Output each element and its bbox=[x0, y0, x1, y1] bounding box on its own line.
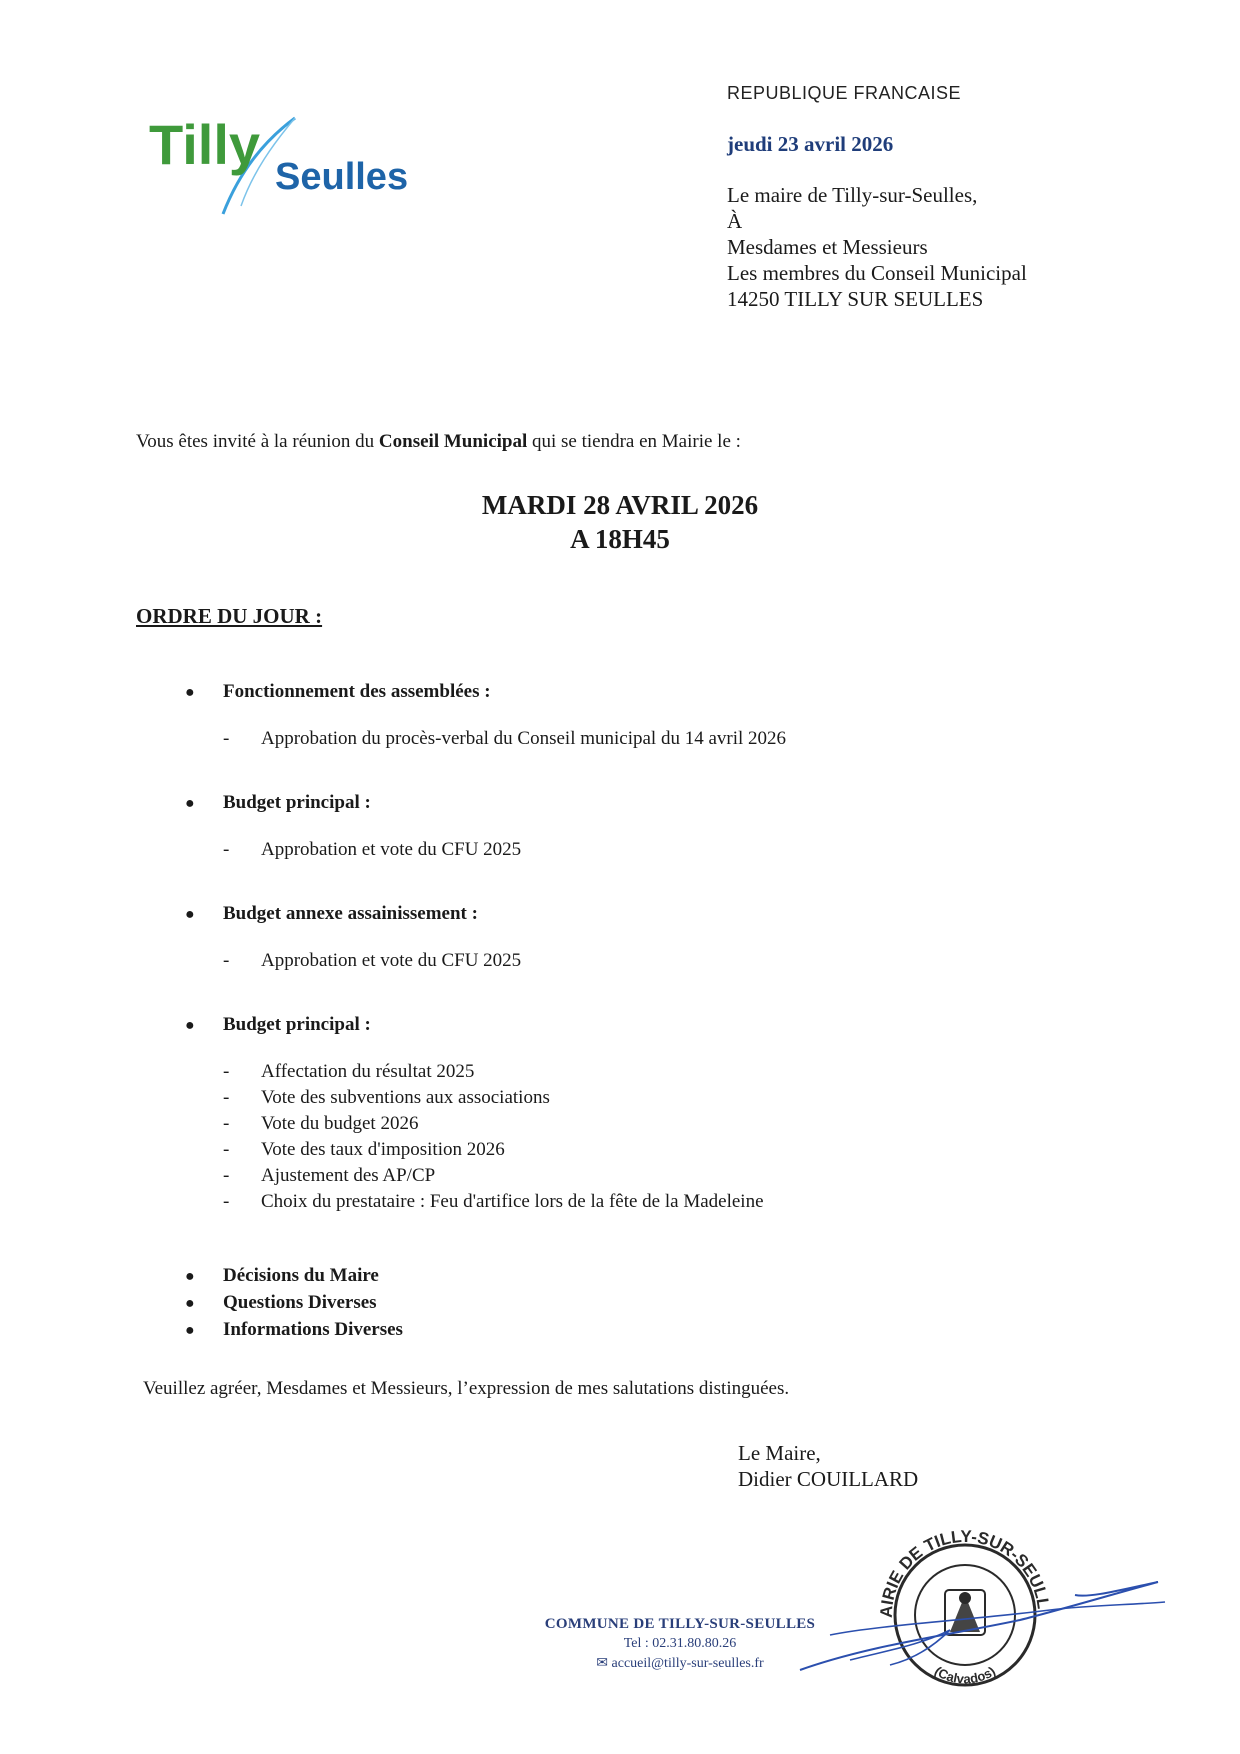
final-agenda-item bbox=[185, 1263, 403, 1290]
intro-bold: Conseil Municipal bbox=[378, 431, 528, 452]
dash-icon: - bbox=[223, 728, 230, 749]
handwritten-signature bbox=[790, 1550, 1170, 1680]
envelope-icon: ✉ bbox=[596, 1656, 612, 1671]
footer-email: accueil@tilly-sur-seulles.fr bbox=[611, 1656, 764, 1671]
intro-before: Vous êtes invité à la réunion du bbox=[136, 431, 379, 452]
bullet-icon: ● bbox=[185, 684, 195, 701]
agenda-heading: ORDRE DU JOUR : bbox=[136, 604, 323, 628]
agenda-item bbox=[223, 726, 786, 752]
dash-icon: - bbox=[223, 839, 230, 860]
agenda-item-text: Approbation et vote du CFU 2025 bbox=[261, 839, 522, 860]
dash-icon: - bbox=[223, 950, 230, 971]
final-agenda-text: Informations Diverses bbox=[223, 1319, 403, 1340]
logo-word-tilly: Tilly bbox=[149, 113, 261, 176]
dash-icon: - bbox=[223, 1113, 230, 1134]
agenda-item-list bbox=[223, 1059, 764, 1215]
closing-formula: Veuillez agréer, Mesdames et Messieurs, l’expression de mes salutations distinguées. bbox=[143, 1378, 790, 1399]
agenda-section bbox=[185, 792, 371, 814]
final-agenda-text: Décisions du Maire bbox=[223, 1265, 379, 1286]
agenda-item bbox=[223, 837, 521, 863]
invitation-text bbox=[136, 431, 741, 453]
agenda-item bbox=[223, 1163, 764, 1189]
bullet-icon: ● bbox=[185, 1268, 195, 1285]
section-title: Budget principal : bbox=[223, 792, 371, 813]
agenda-item bbox=[223, 948, 521, 974]
agenda-item-text: Approbation du procès-verbal du Conseil municipal du 14 avril 2026 bbox=[261, 728, 787, 749]
agenda-item bbox=[223, 1085, 764, 1111]
dash-icon: - bbox=[223, 1165, 230, 1186]
section-title: Budget principal : bbox=[223, 1014, 371, 1035]
address-line: Le maire de Tilly-sur-Seulles, bbox=[727, 183, 978, 207]
recipient-address bbox=[727, 182, 1027, 312]
signer-role: Le Maire, bbox=[738, 1441, 821, 1465]
section-title: Fonctionnement des assemblées : bbox=[223, 681, 491, 702]
letter-date: jeudi 23 avril 2026 bbox=[727, 132, 894, 156]
agenda-item-text: Choix du prestataire : Feu d'artifice lors de la fête de la Madeleine bbox=[261, 1191, 764, 1212]
logo-word-seulles: Seulles bbox=[275, 156, 409, 198]
agenda-item bbox=[223, 1137, 764, 1163]
bullet-icon: ● bbox=[185, 1017, 195, 1034]
agenda-item-text: Affectation du résultat 2025 bbox=[261, 1061, 475, 1082]
signer-name: Didier COUILLARD bbox=[738, 1467, 919, 1491]
meeting-time: A 18H45 bbox=[570, 524, 670, 554]
section-title: Budget annexe assainissement : bbox=[223, 903, 478, 924]
agenda-item-text: Ajustement des AP/CP bbox=[261, 1165, 436, 1186]
stamp-top-text: AIRIE DE TILLY-SUR-SEULL bbox=[876, 1526, 1053, 1619]
agenda-section bbox=[185, 1014, 371, 1036]
agenda-item-text: Vote du budget 2026 bbox=[261, 1113, 419, 1134]
bullet-icon: ● bbox=[185, 1295, 195, 1312]
address-line: 14250 TILLY SUR SEULLES bbox=[727, 287, 984, 311]
footer-commune-name: COMMUNE DE TILLY-SUR-SEULLES bbox=[544, 1616, 816, 1632]
address-line: Les membres du Conseil Municipal bbox=[727, 261, 1027, 285]
bullet-icon: ● bbox=[185, 795, 195, 812]
final-agenda-item bbox=[185, 1290, 403, 1317]
meeting-date: MARDI 28 AVRIL 2026 bbox=[481, 490, 759, 520]
agenda-section bbox=[185, 681, 491, 703]
signature-block bbox=[738, 1440, 918, 1492]
bullet-icon: ● bbox=[185, 906, 195, 923]
stamp-bottom-text: (Calvados) bbox=[931, 1663, 999, 1687]
dash-icon: - bbox=[223, 1191, 230, 1212]
agenda-item bbox=[223, 1111, 764, 1137]
meeting-datetime bbox=[0, 488, 1240, 556]
agenda-item-text: Approbation et vote du CFU 2025 bbox=[261, 950, 522, 971]
agenda-item bbox=[223, 1189, 764, 1215]
bullet-icon: ● bbox=[185, 1322, 195, 1339]
intro-after: qui se tiendra en Mairie le : bbox=[527, 431, 741, 452]
final-agenda-item bbox=[185, 1317, 403, 1344]
republique-label: REPUBLIQUE FRANCAISE bbox=[727, 83, 962, 103]
agenda-section bbox=[185, 903, 478, 925]
agenda-item-text: Vote des subventions aux associations bbox=[261, 1087, 550, 1108]
dash-icon: - bbox=[223, 1087, 230, 1108]
agenda-item bbox=[223, 1059, 764, 1085]
dash-icon: - bbox=[223, 1139, 230, 1160]
final-agenda-list bbox=[185, 1263, 403, 1344]
final-agenda-text: Questions Diverses bbox=[223, 1292, 377, 1313]
dash-icon: - bbox=[223, 1061, 230, 1082]
commune-logo bbox=[145, 110, 445, 220]
footer-phone: Tel : 02.31.80.80.26 bbox=[623, 1636, 737, 1651]
agenda-item-text: Vote des taux d'imposition 2026 bbox=[261, 1139, 505, 1160]
address-line: Mesdames et Messieurs bbox=[727, 235, 928, 259]
signature-stroke bbox=[790, 1550, 1170, 1680]
address-line: À bbox=[727, 209, 743, 233]
